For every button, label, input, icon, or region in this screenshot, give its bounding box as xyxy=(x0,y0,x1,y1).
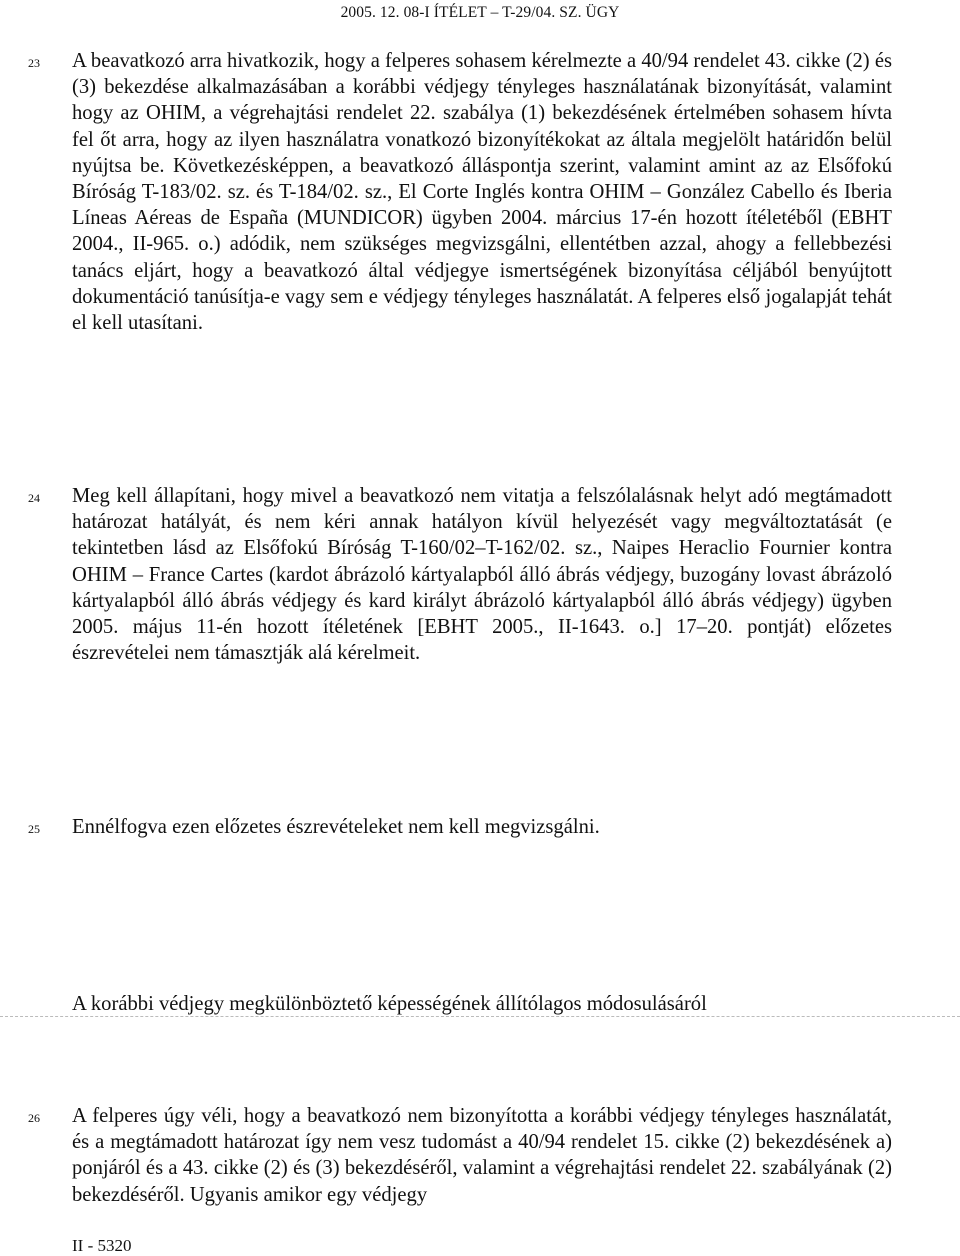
page-header: 2005. 12. 08-I ÍTÉLET – T-29/04. SZ. ÜGY xyxy=(340,4,620,21)
paragraph-text: Meg kell állapítani, hogy mivel a beavatkozó nem vitatja a felszólalásnak helyt adó megtámadott határozat hatályát, és nem kéri annak hatályon kívül helyezését vagy megváltoztatását (e tekintetben lásd az Elsőfokú Bíróság T-160/02–T-162/02. sz., Naipes Heraclio Fournier kontra OHIM – France Cartes (kardot ábrázoló kártyalapból álló ábrás védjegy, buzogány lovast ábrázoló kártyalapból álló ábrás védjegy és kard királyt ábrázoló kártyalapból álló ábrás védjegy) ügyben 2005. május 11-én hozott ítéletének [EBHT 2005., II-1643. o.] 17–20. pontját) előzetes észrevételei nem támasztják alá kérelmeit. xyxy=(72,485,892,665)
paragraph-number: 26 xyxy=(28,1111,40,1125)
section-heading: A korábbi védjegy megkülönböztető képességének állítólagos módosulásáról xyxy=(72,993,707,1015)
heading-divider xyxy=(0,1016,960,1017)
paragraph-text: A felperes úgy véli, hogy a beavatkozó nem bizonyította a korábbi védjegy tényleges használatát, és a megtámadott határozat így nem vesz tudomást a 40/94 rendelet 15. cikke (2) bekezdésének a) ponjáról és a 43. cikke (2) és (3) bekezdéséről, valamint a végrehajtási rendelet 22. szabályának (2) bekezdéséről. Ugyanis amikor egy védjegy xyxy=(72,1105,892,1206)
paragraph-text: A beavatkozó arra hivatkozik, hogy a felperes sohasem kérelmezte a 40/94 rendelet 43. cikke (2) és (3) bekezdése alkalmazásában a korábbi védjegy tényleges használatának bizonyítását, valamint hogy az OHIM, a végrehajtási rendelet 22. szabálya (1) bekezdésének értelmében sohasem hívta fel őt arra, hogy az ilyen használatra vonatkozó bizonyítékokat az általa megjelölt határidőn belül nyújtsa be. Következésképpen, a beavatkozó álláspontja szerint, valamint amint az az Elsőfokú Bíróság T-183/02. sz. és T-184/02. sz., El Corte Inglés kontra OHIM – González Cabello és Iberia Líneas Aéreas de España (MUNDICOR) ügyben 2004. március 17-én hozott ítéletéből (EBHT 2004., II-965. o.) adódik, nem szükséges megvizsgálni, ellentétben azzal, ahogy a fellebbezési tanács eljárt, hogy a beavatkozó által védjegye ismertségének bizonyítása céljából benyújtott dokumentáció tanúsítja-e vagy sem e védjegy tényleges használatát. A felperes első jogalapját tehát el kell utasítani. xyxy=(72,50,892,335)
paragraph-number: 23 xyxy=(28,56,40,70)
page-number: II - 5320 xyxy=(72,1236,132,1255)
paragraph-number: 24 xyxy=(28,491,40,505)
paragraph-text: Ennélfogva ezen előzetes észrevételeket nem kell megvizsgálni. xyxy=(72,816,600,838)
paragraph-number: 25 xyxy=(28,822,40,836)
